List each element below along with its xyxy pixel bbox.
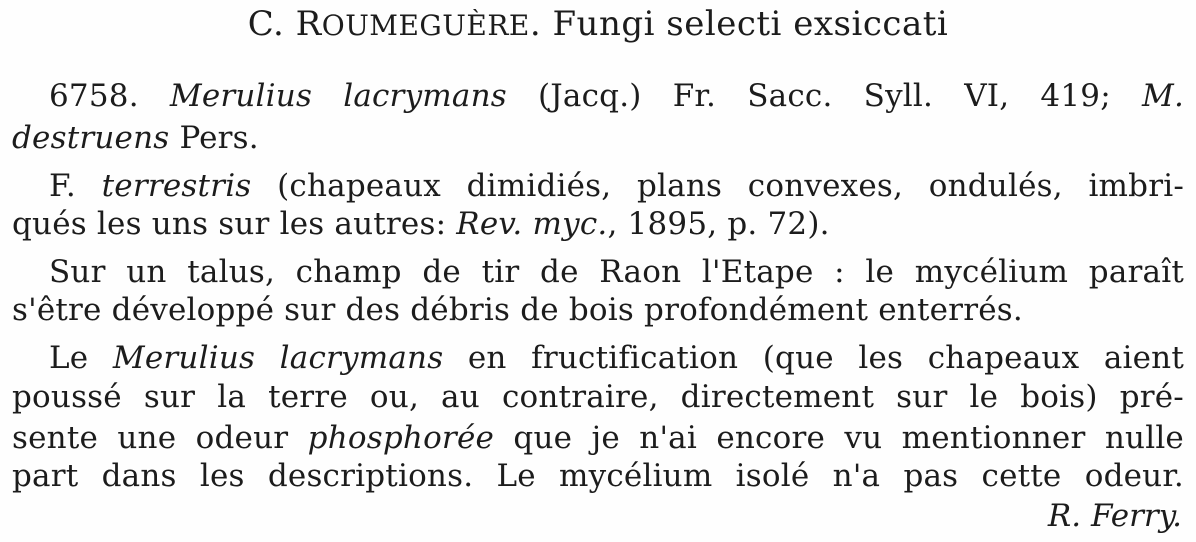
habitat-line-1 <box>49 252 1184 292</box>
header-author-rest: OUMEGUÈRE <box>321 9 530 42</box>
forma-line-2 <box>12 204 830 244</box>
header-series-title: . Fungi selecti exsiccati <box>529 4 949 44</box>
note-species-name: Merulius lacrymans <box>112 340 444 376</box>
author-signature: R. Ferry. <box>1047 498 1182 534</box>
note-text-start: Le <box>49 340 89 376</box>
habitat-text: Sur un talus, champ de tir de Raon l'Etape : le mycélium paraît <box>49 254 1184 290</box>
note-line-1 <box>49 338 1184 378</box>
species-authority: (Jacq.) Fr. Sacc. Syll. VI, 419; <box>538 78 1111 114</box>
note-text-start: sente une odeur <box>12 420 289 456</box>
note-text-end: en fructification (que les chapeaux aient <box>467 340 1184 376</box>
note-line-3 <box>12 418 1184 458</box>
note-text: poussé sur la terre ou, au contraire, directement sur le bois) pré- <box>12 379 1184 415</box>
note-line-4 <box>12 456 1184 496</box>
habitat-line-2 <box>12 290 1023 330</box>
reference-journal: Rev. myc. <box>456 206 608 242</box>
habitat-text-cont: s'être développé sur des débris de bois profondément enterrés. <box>12 292 1023 328</box>
entry-number: 6758. <box>49 78 139 114</box>
forma-description: (chapeaux dimidiés, plans convexes, ondulés, imbri- <box>277 168 1185 204</box>
reference-citation: , 1895, p. 72). <box>607 206 830 242</box>
forma-line-1 <box>49 166 1184 206</box>
forma-name: terrestris <box>101 168 252 204</box>
synonym-epithet: destruens <box>12 120 170 156</box>
entry-line-1 <box>49 76 1184 116</box>
synonym-author: Pers. <box>179 120 259 156</box>
note-italic-word: phosphorée <box>307 420 495 456</box>
forma-label: F. <box>49 168 76 204</box>
page-header <box>0 4 1196 46</box>
forma-description-cont: qués les uns sur les autres: <box>12 206 447 242</box>
note-line-2 <box>12 377 1184 417</box>
synonym-genus: M. <box>1142 78 1184 114</box>
note-text-end: que je n'ai encore vu mentionner nulle <box>513 420 1184 456</box>
species-name: Merulius lacrymans <box>169 78 507 114</box>
entry-line-2 <box>12 118 259 158</box>
note-text: part dans les descriptions. Le mycélium isolé n'a pas cette odeur. <box>12 458 1184 494</box>
header-author-initial: C. R <box>247 4 322 44</box>
